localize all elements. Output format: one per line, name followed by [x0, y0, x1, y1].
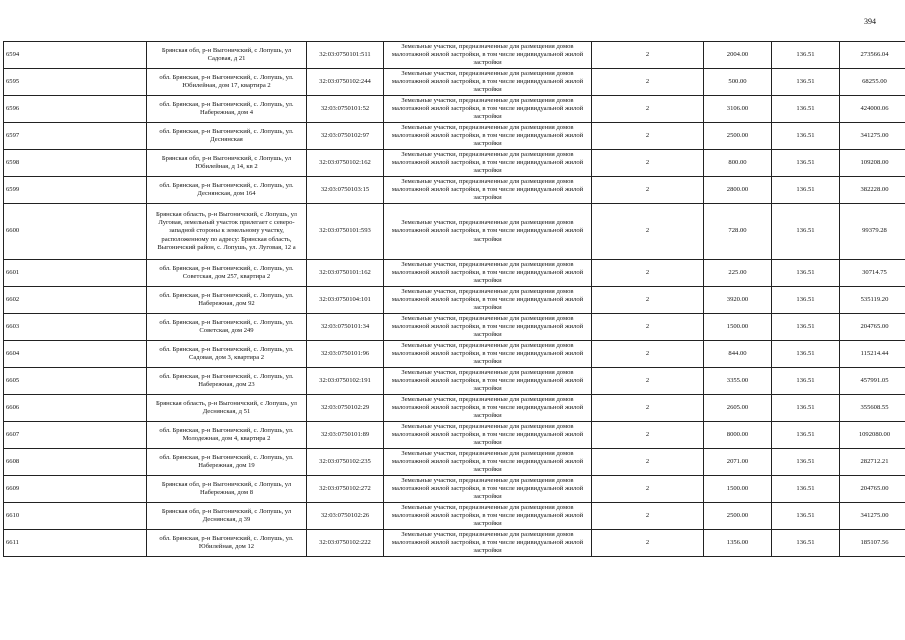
- area-cell: 3106.00: [704, 96, 772, 123]
- land-use-cell: Земельные участки, предназначенные для размещения домов малоэтажной жилой застройки, в том числе индивидуальной жилой застройки: [384, 530, 592, 557]
- row-number: 6599: [4, 177, 147, 204]
- address-cell: обл. Брянская, р-н Выгоничский, с. Лопушь, ул. Юбилейная, дом 12: [147, 530, 307, 557]
- row-number: 6596: [4, 96, 147, 123]
- row-number: 6597: [4, 123, 147, 150]
- cadastral-number-cell: 32:03:0750101:511: [307, 42, 384, 69]
- row-number: 6606: [4, 395, 147, 422]
- table-row: [4, 422, 905, 449]
- land-use-cell: Земельные участки, предназначенные для размещения домов малоэтажной жилой застройки, в том числе индивидуальной жилой застройки: [384, 503, 592, 530]
- cadastral-number-cell: 32:03:0750102:97: [307, 123, 384, 150]
- specific-value-cell: 136.51: [772, 260, 840, 287]
- cadastral-value-cell: 68255.00: [840, 69, 905, 96]
- cadastral-number-cell: 32:03:0750101:162: [307, 260, 384, 287]
- row-number: 6601: [4, 260, 147, 287]
- cadastral-value-cell: 204765.00: [840, 476, 905, 503]
- address-cell: обл. Брянская, р-н Выгоничский, с. Лопушь, ул. Набережная, дом 23: [147, 368, 307, 395]
- row-number: 6605: [4, 368, 147, 395]
- row-number: 6604: [4, 341, 147, 368]
- address-cell: Брянская обл, р-н Выгоничский, с Лопушь, ул Юбилейная, д 14, кв 2: [147, 150, 307, 177]
- land-use-cell: Земельные участки, предназначенные для размещения домов малоэтажной жилой застройки, в том числе индивидуальной жилой застройки: [384, 177, 592, 204]
- table-row: [4, 260, 905, 287]
- cadastral-number-cell: 32:03:0750102:244: [307, 69, 384, 96]
- category-cell: 2: [592, 123, 704, 150]
- category-cell: 2: [592, 287, 704, 314]
- area-cell: 800.00: [704, 150, 772, 177]
- table-row: [4, 42, 905, 69]
- cadastral-number-cell: 32:03:0750101:593: [307, 204, 384, 260]
- area-cell: 2800.00: [704, 177, 772, 204]
- area-cell: 728.00: [704, 204, 772, 260]
- cadastral-value-cell: 355608.55: [840, 395, 905, 422]
- land-use-cell: Земельные участки, предназначенные для размещения домов малоэтажной жилой застройки, в том числе индивидуальной жилой застройки: [384, 368, 592, 395]
- land-use-cell: Земельные участки, предназначенные для размещения домов малоэтажной жилой застройки, в том числе индивидуальной жилой застройки: [384, 260, 592, 287]
- cadastral-number-cell: 32:03:0750102:235: [307, 449, 384, 476]
- category-cell: 2: [592, 96, 704, 123]
- area-cell: 500.00: [704, 69, 772, 96]
- land-use-cell: Земельные участки, предназначенные для размещения домов малоэтажной жилой застройки, в том числе индивидуальной жилой застройки: [384, 476, 592, 503]
- cadastral-value-cell: 115214.44: [840, 341, 905, 368]
- table-row: [4, 96, 905, 123]
- cadastral-number-cell: 32:03:0750102:29: [307, 395, 384, 422]
- row-number: 6610: [4, 503, 147, 530]
- land-use-cell: Земельные участки, предназначенные для размещения домов малоэтажной жилой застройки, в том числе индивидуальной жилой застройки: [384, 287, 592, 314]
- row-number: 6611: [4, 530, 147, 557]
- table-row: [4, 341, 905, 368]
- specific-value-cell: 136.51: [772, 42, 840, 69]
- cadastral-number-cell: 32:03:0750102:26: [307, 503, 384, 530]
- specific-value-cell: 136.51: [772, 368, 840, 395]
- specific-value-cell: 136.51: [772, 96, 840, 123]
- cadastral-value-cell: 1092080.00: [840, 422, 905, 449]
- row-number: 6602: [4, 287, 147, 314]
- table-row: [4, 395, 905, 422]
- table-row: [4, 69, 905, 96]
- cadastral-value-cell: 273566.04: [840, 42, 905, 69]
- category-cell: 2: [592, 449, 704, 476]
- table-row: [4, 123, 905, 150]
- land-use-cell: Земельные участки, предназначенные для размещения домов малоэтажной жилой застройки, в том числе индивидуальной жилой застройки: [384, 422, 592, 449]
- category-cell: 2: [592, 150, 704, 177]
- category-cell: 2: [592, 42, 704, 69]
- table-row: [4, 476, 905, 503]
- table-row: [4, 287, 905, 314]
- row-number: 6609: [4, 476, 147, 503]
- specific-value-cell: 136.51: [772, 503, 840, 530]
- category-cell: 2: [592, 395, 704, 422]
- address-cell: Брянская область, р-н Выгоничский, с Лопушь, ул Луговая, земельный участок прилегает с северо-западной стороны к земельному участку, расположенному по адресу: Брянская область, Выгоничский район, с. Лопушь, ул. Луговая, 12 а: [147, 204, 307, 260]
- cadastral-number-cell: 32:03:0750101:52: [307, 96, 384, 123]
- specific-value-cell: 136.51: [772, 449, 840, 476]
- area-cell: 1500.00: [704, 476, 772, 503]
- area-cell: 2500.00: [704, 503, 772, 530]
- page-number: 394: [864, 17, 876, 26]
- table-row: [4, 177, 905, 204]
- area-cell: 3920.00: [704, 287, 772, 314]
- land-use-cell: Земельные участки, предназначенные для размещения домов малоэтажной жилой застройки, в том числе индивидуальной жилой застройки: [384, 42, 592, 69]
- cadastral-value-cell: 341275.00: [840, 123, 905, 150]
- land-use-cell: Земельные участки, предназначенные для размещения домов малоэтажной жилой застройки, в том числе индивидуальной жилой застройки: [384, 395, 592, 422]
- row-number: 6607: [4, 422, 147, 449]
- land-use-cell: Земельные участки, предназначенные для размещения домов малоэтажной жилой застройки, в том числе индивидуальной жилой застройки: [384, 314, 592, 341]
- cadastral-value-cell: 282712.21: [840, 449, 905, 476]
- address-cell: обл. Брянская, р-н Выгоничский, с. Лопушь, ул. Набережная, дом 19: [147, 449, 307, 476]
- area-cell: 2071.00: [704, 449, 772, 476]
- area-cell: 1356.00: [704, 530, 772, 557]
- table-row: [4, 150, 905, 177]
- cadastral-value-table: [3, 41, 905, 557]
- address-cell: Брянская обл, р-н Выгоничский, с Лопушь, ул Садовая, д 21: [147, 42, 307, 69]
- category-cell: 2: [592, 69, 704, 96]
- table-row: [4, 314, 905, 341]
- specific-value-cell: 136.51: [772, 395, 840, 422]
- area-cell: 225.00: [704, 260, 772, 287]
- row-number: 6600: [4, 204, 147, 260]
- table-row: [4, 204, 905, 260]
- area-cell: 3355.00: [704, 368, 772, 395]
- address-cell: обл. Брянская, р-н Выгоничский, с. Лопушь, ул. Молодежная, дом 4, квартира 2: [147, 422, 307, 449]
- area-cell: 844.00: [704, 341, 772, 368]
- land-use-cell: Земельные участки, предназначенные для размещения домов малоэтажной жилой застройки, в том числе индивидуальной жилой застройки: [384, 96, 592, 123]
- address-cell: Брянская область, р-н Выгоничский, с Лопушь, ул Деснянская, д 51: [147, 395, 307, 422]
- area-cell: 2500.00: [704, 123, 772, 150]
- cadastral-value-cell: 204765.00: [840, 314, 905, 341]
- cadastral-value-cell: 109208.00: [840, 150, 905, 177]
- area-cell: 2605.00: [704, 395, 772, 422]
- row-number: 6595: [4, 69, 147, 96]
- cadastral-number-cell: 32:03:0750102:191: [307, 368, 384, 395]
- cadastral-value-cell: 382228.00: [840, 177, 905, 204]
- row-number: 6598: [4, 150, 147, 177]
- area-cell: 8000.00: [704, 422, 772, 449]
- specific-value-cell: 136.51: [772, 204, 840, 260]
- address-cell: обл. Брянская, р-н Выгоничский, с. Лопушь, ул. Набережная, дом 4: [147, 96, 307, 123]
- cadastral-value-cell: 535119.20: [840, 287, 905, 314]
- cadastral-value-cell: 30714.75: [840, 260, 905, 287]
- cadastral-number-cell: 32:03:0750101:89: [307, 422, 384, 449]
- cadastral-value-cell: 341275.00: [840, 503, 905, 530]
- specific-value-cell: 136.51: [772, 287, 840, 314]
- category-cell: 2: [592, 530, 704, 557]
- row-number: 6594: [4, 42, 147, 69]
- row-number: 6603: [4, 314, 147, 341]
- table-row: [4, 503, 905, 530]
- row-number: 6608: [4, 449, 147, 476]
- land-use-cell: Земельные участки, предназначенные для размещения домов малоэтажной жилой застройки, в том числе индивидуальной жилой застройки: [384, 150, 592, 177]
- category-cell: 2: [592, 314, 704, 341]
- cadastral-value-cell: 457991.05: [840, 368, 905, 395]
- cadastral-number-cell: 32:03:0750102:162: [307, 150, 384, 177]
- land-use-cell: Земельные участки, предназначенные для размещения домов малоэтажной жилой застройки, в том числе индивидуальной жилой застройки: [384, 69, 592, 96]
- address-cell: обл. Брянская, р-н Выгоничский, с. Лопушь, ул. Деснянская, дом 164: [147, 177, 307, 204]
- cadastral-number-cell: 32:03:0750101:34: [307, 314, 384, 341]
- cadastral-number-cell: 32:03:0750101:96: [307, 341, 384, 368]
- category-cell: 2: [592, 177, 704, 204]
- address-cell: обл. Брянская, р-н Выгоничский, с. Лопушь, ул. Набережная, дом 92: [147, 287, 307, 314]
- area-cell: 1500.00: [704, 314, 772, 341]
- cadastral-number-cell: 32:03:0750102:222: [307, 530, 384, 557]
- address-cell: обл. Брянская, р-н Выгоничский, с. Лопушь, ул. Деснянская: [147, 123, 307, 150]
- specific-value-cell: 136.51: [772, 314, 840, 341]
- specific-value-cell: 136.51: [772, 422, 840, 449]
- table-row: [4, 530, 905, 557]
- address-cell: Брянская обл, р-н Выгоничский, с Лопушь, ул Деснянская, д 39: [147, 503, 307, 530]
- cadastral-number-cell: 32:03:0750102:272: [307, 476, 384, 503]
- category-cell: 2: [592, 204, 704, 260]
- table-row: [4, 368, 905, 395]
- cadastral-value-cell: 424000.06: [840, 96, 905, 123]
- address-cell: обл. Брянская, р-н Выгоничский, с. Лопушь, ул. Юбилейная, дом 17, квартира 2: [147, 69, 307, 96]
- cadastral-number-cell: 32:03:0750104:101: [307, 287, 384, 314]
- specific-value-cell: 136.51: [772, 530, 840, 557]
- land-use-cell: Земельные участки, предназначенные для размещения домов малоэтажной жилой застройки, в том числе индивидуальной жилой застройки: [384, 341, 592, 368]
- category-cell: 2: [592, 422, 704, 449]
- category-cell: 2: [592, 260, 704, 287]
- category-cell: 2: [592, 341, 704, 368]
- table-row: [4, 449, 905, 476]
- specific-value-cell: 136.51: [772, 177, 840, 204]
- category-cell: 2: [592, 503, 704, 530]
- specific-value-cell: 136.51: [772, 150, 840, 177]
- land-use-cell: Земельные участки, предназначенные для размещения домов малоэтажной жилой застройки, в том числе индивидуальной жилой застройки: [384, 449, 592, 476]
- specific-value-cell: 136.51: [772, 341, 840, 368]
- address-cell: Брянская обл, р-н Выгоничский, с Лопушь, ул Набережная, дом 8: [147, 476, 307, 503]
- address-cell: обл. Брянская, р-н Выгоничский, с. Лопушь, ул. Советская, дом 257, квартира 2: [147, 260, 307, 287]
- specific-value-cell: 136.51: [772, 123, 840, 150]
- category-cell: 2: [592, 476, 704, 503]
- address-cell: обл. Брянская, р-н Выгоничский, с. Лопушь, ул. Садовая, дом 3, квартира 2: [147, 341, 307, 368]
- category-cell: 2: [592, 368, 704, 395]
- cadastral-value-cell: 185107.56: [840, 530, 905, 557]
- area-cell: 2004.00: [704, 42, 772, 69]
- cadastral-number-cell: 32:03:0750103:15: [307, 177, 384, 204]
- specific-value-cell: 136.51: [772, 476, 840, 503]
- land-use-cell: Земельные участки, предназначенные для размещения домов малоэтажной жилой застройки, в том числе индивидуальной жилой застройки: [384, 123, 592, 150]
- cadastral-value-cell: 99379.28: [840, 204, 905, 260]
- specific-value-cell: 136.51: [772, 69, 840, 96]
- land-use-cell: Земельные участки, предназначенные для размещения домов малоэтажной жилой застройки, в том числе индивидуальной жилой застройки: [384, 204, 592, 260]
- address-cell: обл. Брянская, р-н Выгоничский, с. Лопушь, ул. Советская, дом 249: [147, 314, 307, 341]
